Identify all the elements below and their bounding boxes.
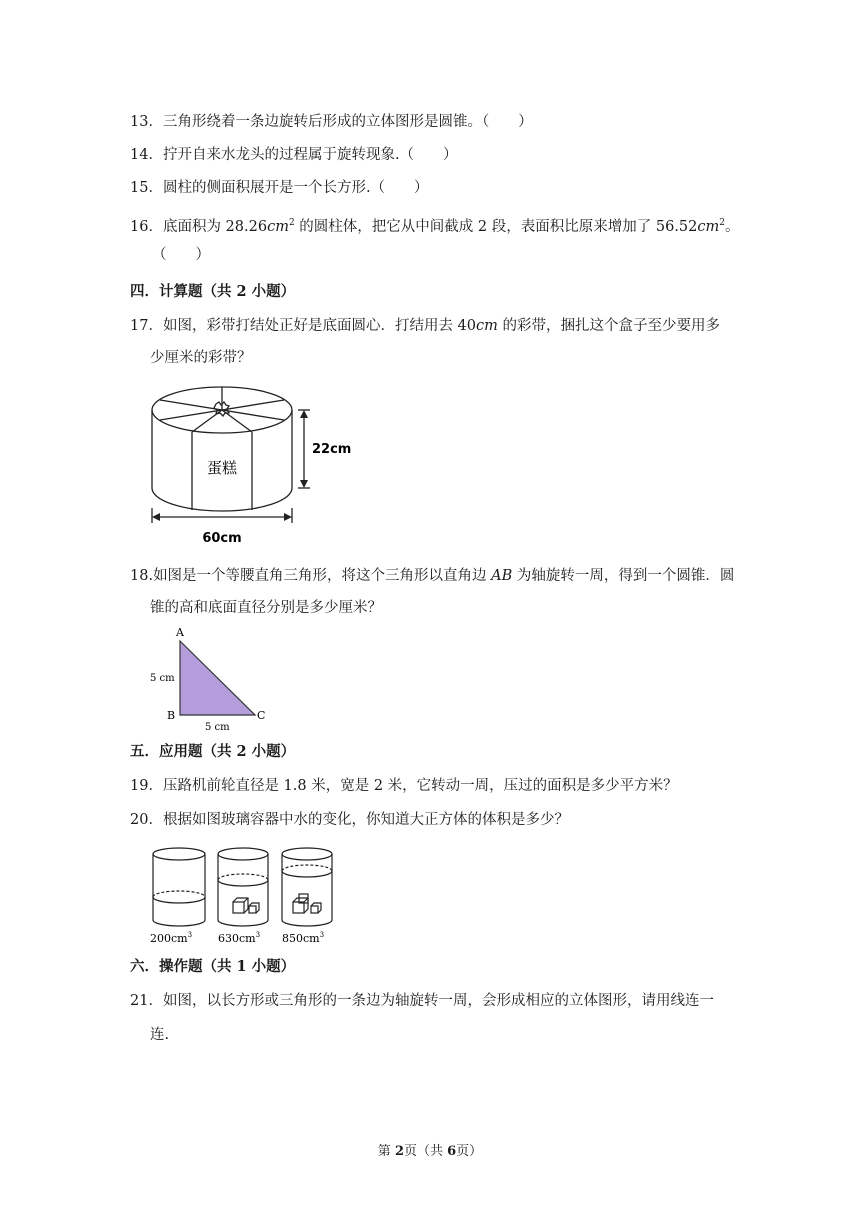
question-15 bbox=[130, 178, 429, 198]
page-footer bbox=[0, 1140, 860, 1159]
arrow-head bbox=[152, 513, 160, 521]
question-number: 18. bbox=[130, 568, 154, 584]
unit: cm bbox=[697, 218, 720, 235]
arrow-head bbox=[300, 480, 308, 488]
question-13 bbox=[130, 112, 533, 132]
cylinder-bottom-arc bbox=[152, 488, 292, 511]
footer-text: 页（共 bbox=[403, 1144, 448, 1159]
question-text: 的彩带，捆扎这个盒子至少要用多 bbox=[497, 318, 720, 334]
question-text: 圆柱的侧面积展开是一个长方形.（ ） bbox=[162, 180, 429, 196]
arrow-head bbox=[284, 513, 292, 521]
question-14 bbox=[130, 145, 458, 165]
small-cube-icon bbox=[249, 906, 256, 913]
page-number: 2 bbox=[394, 1144, 404, 1159]
section-heading-4: 四．计算题（共 2 小题） bbox=[130, 283, 296, 300]
large-cube-icon bbox=[293, 902, 304, 913]
box-label: 蛋糕 bbox=[206, 459, 238, 477]
question-text: 根据如图玻璃容器中水的变化，你知道大正方体的体积是多少？ bbox=[162, 812, 569, 828]
footer-text: 页） bbox=[456, 1144, 483, 1159]
question-text: 如图是一个等腰直角三角形，将这个三角形以直角边 bbox=[153, 568, 492, 584]
volume-label-1: $200cm^3$ bbox=[150, 931, 193, 945]
side-bc-label: 5 cm bbox=[205, 722, 230, 733]
side-ab-label: 5 cm bbox=[150, 673, 175, 684]
section-heading-6: 六．操作题（共 1 小题） bbox=[130, 958, 296, 975]
question-text: 。 bbox=[724, 218, 740, 235]
question-text: 如图，彩带打结处正好是底面圆心．打结用去 40 bbox=[162, 318, 477, 334]
height-label: 22cm bbox=[312, 442, 352, 457]
vertex-a-label: A bbox=[176, 626, 184, 639]
containers-figure bbox=[145, 842, 345, 952]
container-3 bbox=[282, 848, 332, 926]
cake-cylinder-figure bbox=[140, 378, 370, 546]
question-17-line2: 少厘米的彩带？ bbox=[150, 350, 252, 366]
question-number: 16． bbox=[130, 218, 163, 235]
arrow-head bbox=[300, 410, 308, 418]
volume-label-2: $630cm^3$ bbox=[218, 931, 261, 945]
container-1 bbox=[153, 848, 205, 926]
question-number: 21． bbox=[130, 993, 163, 1009]
vertex-c-label: C bbox=[257, 709, 266, 722]
container-2 bbox=[218, 848, 268, 926]
unit: cm bbox=[267, 218, 289, 235]
question-number: 14． bbox=[130, 147, 163, 163]
question-number: 19． bbox=[130, 778, 163, 794]
question-number: 15． bbox=[130, 180, 163, 196]
question-18-line2: 锥的高和底面直径分别是多少厘米？ bbox=[150, 600, 382, 616]
question-18 bbox=[130, 566, 734, 586]
question-text: 为轴旋转一周，得到一个圆锥．圆 bbox=[512, 568, 735, 584]
exponent: 2 bbox=[288, 218, 295, 228]
question-number: 17． bbox=[130, 318, 163, 334]
right-triangle bbox=[180, 641, 255, 715]
exponent: 2 bbox=[719, 218, 725, 228]
question-text: 拧开自来水龙头的过程属于旋转现象.（ ） bbox=[162, 147, 458, 163]
question-number: 13． bbox=[130, 114, 163, 130]
footer-text: 第 bbox=[377, 1144, 395, 1159]
question-16 bbox=[130, 213, 739, 237]
question-16-answer-blank: （ ） bbox=[152, 247, 210, 263]
question-text: 三角形绕着一条边旋转后形成的立体图形是圆锥。（ ） bbox=[162, 114, 533, 130]
question-19 bbox=[130, 776, 678, 796]
question-text: 如图，以长方形或三角形的一条边为轴旋转一周，会形成相应的立体图形，请用线连一 bbox=[162, 993, 714, 1009]
question-17 bbox=[130, 316, 720, 336]
unit: cm bbox=[476, 318, 498, 334]
volume-label-3: $850cm^3$ bbox=[282, 931, 325, 945]
question-21 bbox=[130, 991, 714, 1011]
question-20 bbox=[130, 810, 569, 830]
section-heading-5: 五．应用题（共 2 小题） bbox=[130, 743, 296, 760]
question-21-line2: 连. bbox=[150, 1027, 170, 1043]
page-total: 6 bbox=[447, 1144, 457, 1159]
question-number: 20． bbox=[130, 812, 163, 828]
variable: AB bbox=[491, 568, 513, 584]
vertex-b-label: B bbox=[167, 709, 176, 722]
triangle-figure bbox=[145, 625, 275, 735]
question-text: 压路机前轮直径是 1.8 米，宽是 2 米，它转动一周，压过的面积是多少平方米？ bbox=[162, 778, 678, 794]
question-text: 的圆柱体，把它从中间截成 2 段，表面积比原来增加了 56.52 bbox=[294, 218, 698, 235]
question-text: 底面积为 28.26 bbox=[162, 218, 268, 235]
small-cube-icon bbox=[311, 906, 318, 913]
large-cube-icon bbox=[233, 902, 244, 913]
width-label: 60cm bbox=[202, 531, 242, 546]
